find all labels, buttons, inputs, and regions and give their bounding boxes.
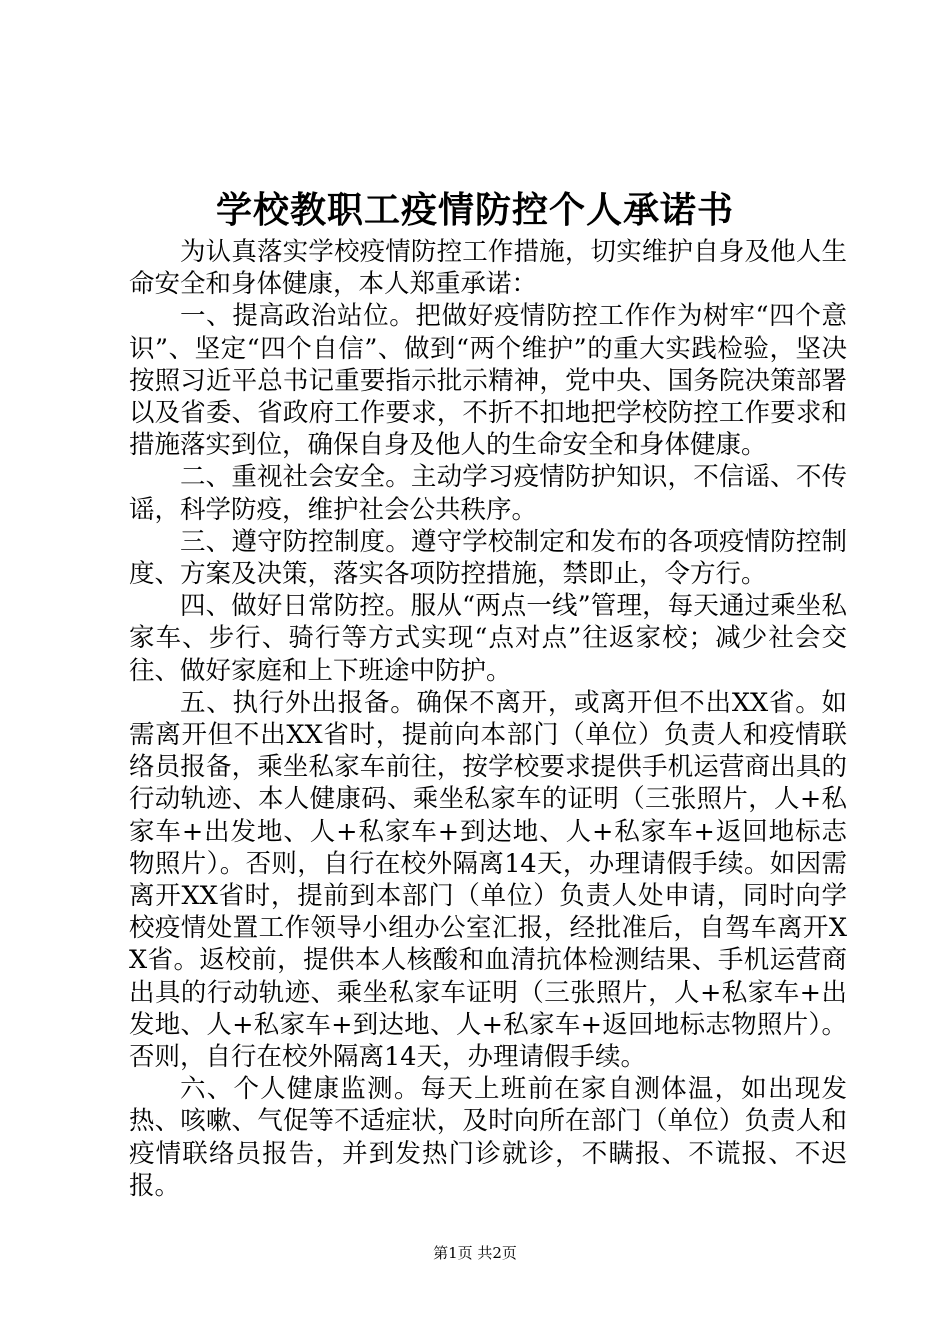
document-title: 学校教职工疫情防控个人承诺书: [215, 189, 734, 231]
page-number-footer: 第1页 共2页: [433, 1244, 517, 1262]
paragraph-item-1: 一、提高政治站位。把做好疫情防控工作作为树牢“四个意识”、坚定“四个自信”、做到“两个维护”的重大实践检验，坚决按照习近平总书记重要指示批示精神，党中央、国务院决策部署以及省委、省政府工作要求，不折不扣地把学校防控工作要求和措施落实到位，确保自身及他人的生命安全和身体健康。: [129, 301, 847, 461]
paragraph-item-5: 五、执行外出报备。确保不离开，或离开但不出XX省。如需离开但不出XX省时，提前向本部门（单位）负责人和疫情联络员报备，乘坐私家车前往，按学校要求提供手机运营商出具的行动轨迹、本人健康码、乘坐私家车的证明（三张照片，人+私家车+出发地、人+私家车+到达地、人+私家车+返回地标志物照片）。否则，自行在校外隔离14天，办理请假手续。如因需离开XX省时，提前到本部门（单位）负责人处申请，同时向学校疫情处置工作领导小组办公室汇报，经批准后，自驾车离开XX省。返校前，提供本人核酸和血清抗体检测结果、手机运营商出具的行动轨迹、乘坐私家车证明（三张照片，人+私家车+出发地、人+私家车+到达地、人+私家车+返回地标志物照片）。否则，自行在校外隔离14天，办理请假手续。: [129, 687, 847, 1073]
paragraph-intro: 为认真落实学校疫情防控工作措施，切实维护自身及他人生命安全和身体健康，本人郑重承诺：: [129, 237, 847, 300]
paragraph-item-2: 二、重视社会安全。主动学习疫情防护知识，不信谣、不传谣，科学防疫，维护社会公共秩序。: [129, 462, 847, 525]
paragraph-item-4: 四、做好日常防控。服从“两点一线”管理，每天通过乘坐私家车、步行、骑行等方式实现“点对点”往返家校；减少社会交往、做好家庭和上下班途中防护。: [129, 591, 847, 686]
paragraph-item-6: 六、个人健康监测。每天上班前在家自测体温，如出现发热、咳嗽、气促等不适症状，及时向所在部门（单位）负责人和疫情联络员报告，并到发热门诊就诊，不瞒报、不谎报、不迟报。: [129, 1074, 847, 1201]
document-body: [129, 236, 847, 1202]
paragraph-item-3: 三、遵守防控制度。遵守学校制定和发布的各项疫情防控制度、方案及决策，落实各项防控措施，禁即止，令方行。: [129, 526, 847, 590]
